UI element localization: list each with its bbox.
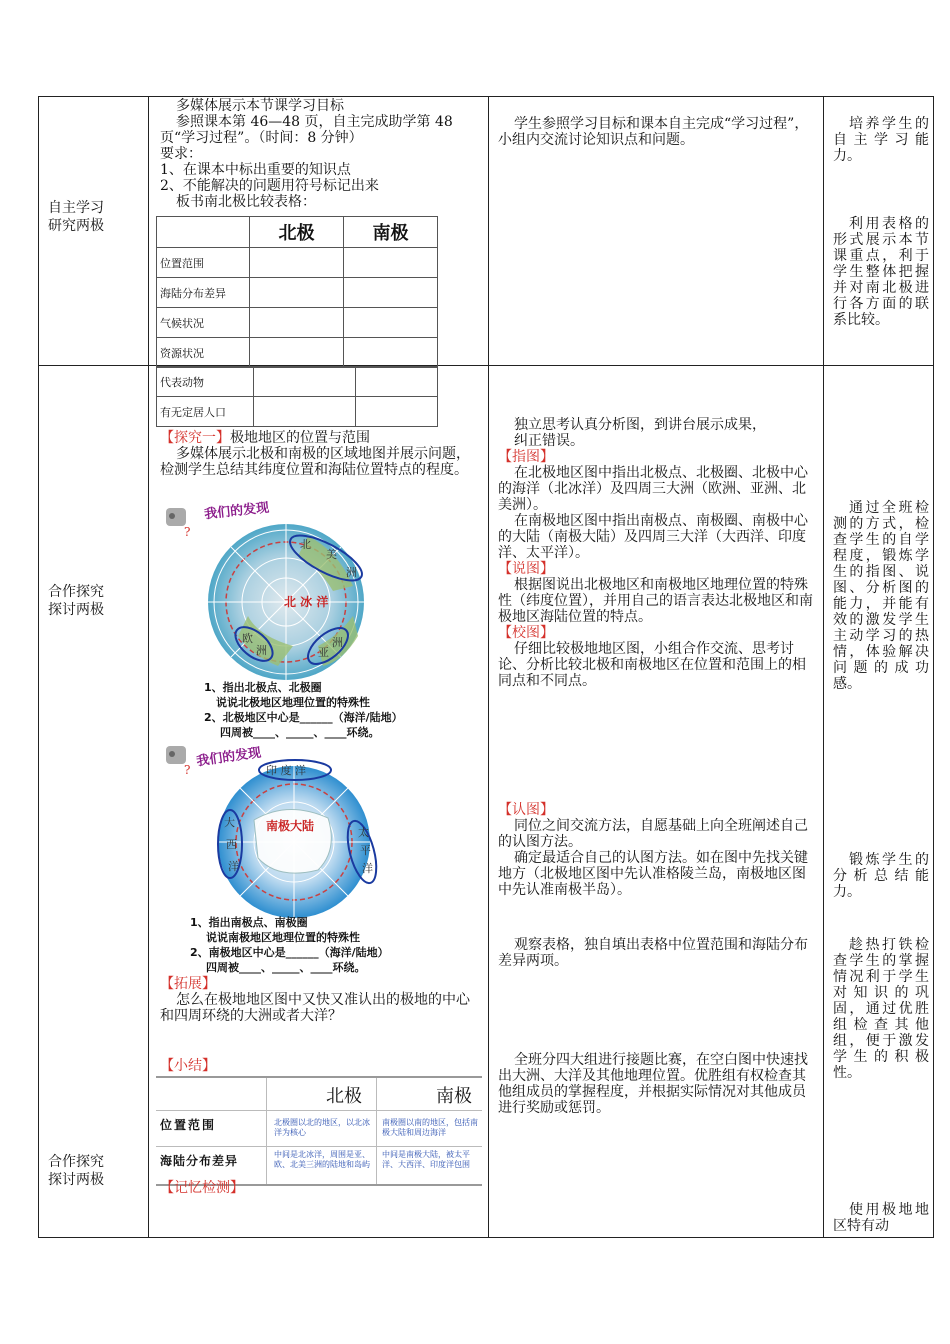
- summary-cell: 中间是北冰洋，周围是亚、欧、北美三洲的陆地和岛屿: [274, 1150, 370, 1169]
- expand-tag: 【拓展】: [160, 976, 216, 992]
- intro-line: 参照课本第 46—48 页，自主完成助学第 48 页“学习过程”。（时间：8 分钟）: [160, 114, 453, 146]
- question-line: 2、南极地区中心是______（海洋/陆地）: [190, 946, 389, 959]
- activity-line: 在南极地区图中指出南极点、南极圈、南极中心的大陆（南极大陆）及四周三大洋（大西洋、印度洋、太平洋）。: [498, 513, 808, 561]
- tag-jiaotu: 【校图】: [498, 625, 554, 641]
- explore1-block: [160, 430, 482, 478]
- map-label: 美: [326, 548, 337, 561]
- svg-text:?: ?: [184, 763, 191, 777]
- note-1: 培养学生的自主学习能力。: [833, 116, 929, 164]
- activity-line: 根据图说出北极地区和南极地区地理位置的特殊性（纬度位置），并用自己的语言表达北极地区和南极地区海陆位置的特点。: [498, 577, 813, 625]
- table-row-label: 气候状况: [157, 308, 250, 338]
- table-header-south: 南极: [344, 217, 438, 248]
- col-divider: [823, 96, 824, 1238]
- map-label: 洲: [256, 644, 267, 657]
- south-pole-map: [158, 740, 388, 920]
- map-label: 亚: [318, 646, 329, 659]
- explore1-body: 多媒体展示北极和南极的区域地图并展示问题，检测学生总结其纬度位置和海陆位置特点的程度。: [160, 446, 470, 478]
- activity-line: 在北极地区图中指出北极点、北极圈、北极中心的海洋（北冰洋）及四周三大洲（欧洲、亚洲、北美洲）。: [498, 465, 808, 513]
- note-2: 利用表格的形式展示本节课重点，利于学生整体把握并对南北极进行各方面的联系比较。: [833, 216, 929, 328]
- map-label: 平: [360, 844, 371, 857]
- question-line: 1、指出北极点、北极圈: [204, 681, 322, 694]
- intro-line: 1、在课本中标出重要的知识点: [160, 162, 351, 178]
- map-label: 北 冰 洋: [284, 595, 329, 609]
- map-label: 太: [358, 826, 369, 839]
- map-label: 欧: [242, 632, 253, 645]
- activity-2: [498, 417, 816, 689]
- summary-cell: 南极圈以南的地区，包括南极大陆和周边海洋: [382, 1118, 478, 1137]
- summary-row-label: 位置范围: [160, 1118, 217, 1132]
- question-line: 说说北极地区地理位置的特殊性: [216, 696, 370, 709]
- intro-block: [160, 98, 482, 210]
- expand-body: 怎么在极地地区图中又快又准认出的极地的中心和四周环绕的大洲或者大洋？: [160, 992, 470, 1024]
- north-questions: [204, 680, 403, 740]
- map-label: 大: [224, 816, 235, 829]
- summary-table: [156, 1076, 482, 1186]
- activity-1: 学生参照学习目标和课本自主完成“学习过程”，小组内交流讨论知识点和问题。: [498, 116, 809, 148]
- question-line: 2、北极地区中心是______（海洋/陆地）: [204, 711, 403, 724]
- south-questions: [190, 915, 389, 975]
- map-label: 南极大陆: [266, 819, 315, 833]
- summary-header-north: 北极: [326, 1086, 362, 1107]
- table-row-label: 代表动物: [157, 367, 254, 397]
- intro-line: 多媒体展示本节课学习目标: [176, 98, 344, 114]
- discover-banner: 我们的发现: [195, 745, 263, 770]
- map-label: 北: [300, 538, 311, 551]
- robot-icon: [166, 508, 190, 539]
- question-line: 1、指出南极点、南极圈: [190, 916, 308, 929]
- table-row-label: 位置范围: [157, 248, 250, 278]
- explore1-tag: 【探究一】: [160, 430, 230, 446]
- summary-cell: 中间是南极大陆，被太平洋、大西洋、印度洋包围: [382, 1150, 470, 1169]
- activity-5: 全班分四大组进行接题比赛，在空白图中快速找出大洲、大洋及其他地理位置。优胜组有权检查其他组成员的掌握程度，并根据实际情况对其他成员进行奖励或惩罚。: [498, 1052, 808, 1116]
- table-row-label: 海陆分布差异: [157, 278, 250, 308]
- map-label: 洲: [332, 636, 343, 649]
- expand-block: [160, 976, 482, 1024]
- summary-row-label: 海陆分布差异: [160, 1154, 239, 1168]
- section-label-2: 合作探究 探讨两极: [48, 584, 104, 618]
- robot-icon: [166, 746, 190, 777]
- intro-line: 2、不能解决的问题用符号标记出来: [160, 178, 379, 194]
- activity-line: 确定最适合自己的认图方法。如在图中先找关键地方（北极地区图中先认准格陵兰岛，南极地区图中先认准南极半岛）。: [498, 850, 808, 898]
- activity-line: 纠正错误。: [514, 433, 584, 449]
- north-pole-map: [158, 496, 388, 686]
- summary-tag: 【小结】: [160, 1058, 216, 1074]
- section-label-3: 合作探究 探讨两极: [48, 1154, 104, 1188]
- note-5: 趁热打铁检查学生的掌握情况利于学生对知识的巩固，通过优胜组检查其他组，便于激发学生的积极性。: [833, 937, 929, 1081]
- activity-line: 同位之间交流方法，自愿基础上向全班阐述自己的认图方法。: [498, 818, 808, 850]
- note-4: 锻炼学生的分析总结能力。: [833, 852, 929, 900]
- explore1-title: 极地地区的位置与范围: [230, 430, 370, 446]
- activity-4: 观察表格，独自填出表格中位置范围和海陆分布差异两项。: [498, 937, 808, 969]
- tag-rentu: 【认图】: [498, 802, 554, 818]
- discover-banner: 我们的发现: [203, 500, 270, 523]
- question-line: 四周被____、_____、____环绕。: [206, 961, 366, 974]
- table-row-label: 资源状况: [157, 338, 250, 368]
- table-row-label: 有无定居人口: [157, 397, 254, 427]
- svg-text:?: ?: [184, 525, 191, 539]
- memory-tag: 【记忆检测】: [160, 1180, 244, 1196]
- question-line: 说说南极地区地理位置的特殊性: [206, 931, 360, 944]
- activity-line: 独立思考认真分析图，到讲台展示成果，: [514, 417, 766, 433]
- map-label: 洲: [346, 566, 357, 579]
- summary-cell: 北极圈以北的地区，以北冰洋为核心: [274, 1118, 370, 1137]
- table-header-north: 北极: [250, 217, 344, 248]
- activity-line: 仔细比较极地地区图，小组合作交流、思考讨论、分析比较北极和南极地区在位置和范围上的相同点和不同点。: [498, 641, 806, 689]
- compare-table: [156, 216, 438, 368]
- intro-line: 板书南北极比较表格：: [176, 194, 316, 210]
- activity-3: [498, 802, 816, 898]
- compare-table-cont: [156, 366, 438, 427]
- col-divider: [488, 96, 489, 1238]
- section-label-1: 自主学习 研究两极: [48, 200, 104, 234]
- note-6: 使用极地地区特有动: [833, 1202, 929, 1234]
- map-label: 洋: [362, 862, 373, 875]
- map-label: 洋: [228, 860, 239, 873]
- tag-zhitu: 【指图】: [498, 449, 554, 465]
- map-label: 印 度 洋: [266, 764, 306, 777]
- intro-line: 要求：: [160, 146, 202, 162]
- tag-shuotu: 【说图】: [498, 561, 554, 577]
- summary-header-south: 南极: [436, 1086, 472, 1107]
- question-line: 四周被____、_____、____环绕。: [220, 726, 380, 739]
- note-3: 通过全班检测的方式，检查学生的自学程度，锻炼学生的指图、说图、分析图的能力，并能有效的激发学生主动学习的热情，体验解决问题的成功感。: [833, 500, 929, 692]
- map-label: 西: [226, 838, 237, 851]
- col-divider: [148, 96, 149, 1238]
